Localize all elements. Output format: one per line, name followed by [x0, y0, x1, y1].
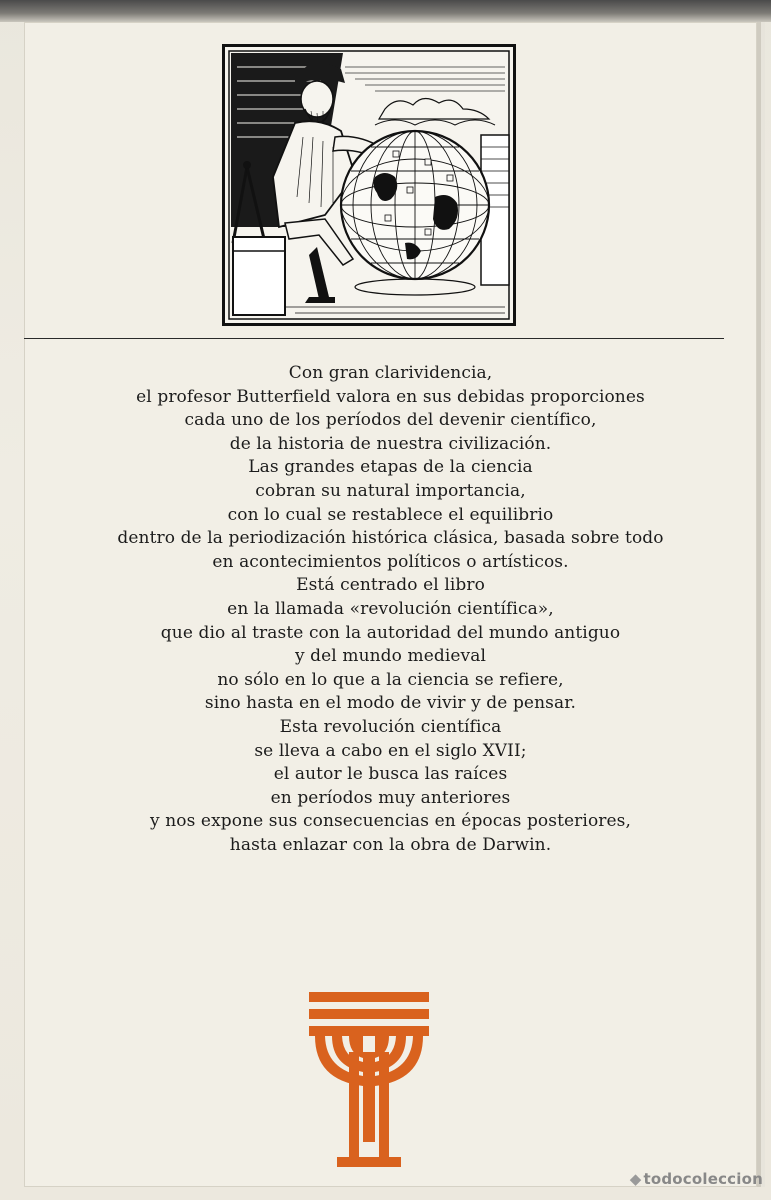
- blurb-line: que dio al traste con la autoridad del mundo antiguo: [160, 622, 621, 643]
- blurb-line: cobran su natural importancia,: [255, 480, 526, 501]
- cover-top-edge: [0, 0, 771, 22]
- blurb-line: en la llamada «revolución científica»,: [227, 598, 554, 619]
- blurb-line: de la historia de nuestra civilización.: [229, 433, 552, 454]
- blurb-line: Con gran clarividencia,: [288, 363, 493, 383]
- watermark-text: todocoleccion: [643, 1170, 763, 1188]
- blurb-line: no sólo en lo que a la ciencia se refiere,: [217, 669, 564, 690]
- blurb-line: en períodos muy anteriores: [270, 787, 511, 808]
- blurb-line: en acontecimientos políticos o artísticos.: [212, 551, 569, 572]
- publisher-t-logo-icon: [309, 992, 429, 1167]
- woodcut-illustration: [222, 44, 516, 326]
- blurb-line: y del mundo medieval: [294, 646, 487, 667]
- back-cover-blurb: [24, 362, 757, 857]
- blurb-line: dentro de la periodización histórica clásica, basada sobre todo: [117, 528, 664, 549]
- tc-mark-icon: ◆: [629, 1170, 642, 1188]
- blurb-line: Las grandes etapas de la ciencia: [248, 457, 533, 478]
- blurb-line: Esta revolución científica: [279, 716, 502, 737]
- horizontal-rule: [24, 338, 724, 339]
- blurb-line: sino hasta en el modo de vivir y de pensar.: [204, 693, 577, 714]
- scholar-with-globe-woodcut-icon: [225, 47, 513, 323]
- blurb-line: el autor le busca las raíces: [273, 764, 508, 785]
- watermark: [630, 1170, 763, 1188]
- blurb-line: Está centrado el libro: [296, 575, 485, 596]
- blurb-line: se lleva a cabo en el siglo XVII;: [254, 740, 527, 761]
- blurb-line: cada uno de los períodos del devenir científico,: [184, 410, 597, 431]
- blurb-line: y nos expone sus consecuencias en épocas posteriores,: [149, 811, 631, 832]
- blurb-line: con lo cual se restablece el equilibrio: [227, 504, 554, 525]
- blurb-line: hasta enlazar con la obra de Darwin.: [229, 834, 552, 855]
- back-cover-panel: [24, 22, 757, 1187]
- blurb-line: el profesor Butterfield valora en sus debidas proporciones: [136, 386, 645, 407]
